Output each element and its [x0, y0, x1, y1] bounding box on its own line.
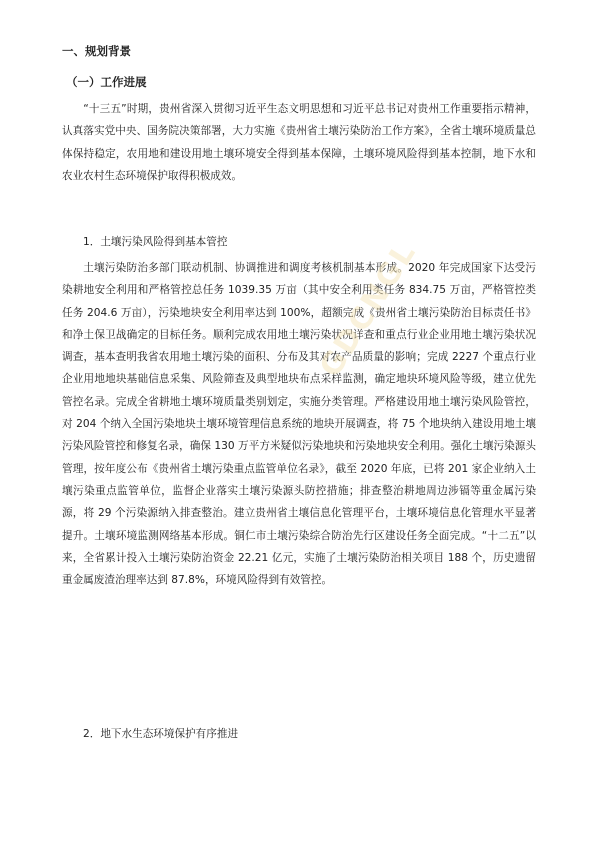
item-heading-soil-risk: 1．土壤污染风险得到基本管控 — [83, 236, 228, 248]
soil-risk-paragraph: 土壤污染防治多部门联动机制、协调推进和调度考核机制基本形成。2020 年完成国家下达受污染耕地安全利用和严格管控总任务 1039.35 万亩（其中安全利用类任务 834.75 万亩，严格管控类任务 204.6 万亩），污染地块安全利用率达到 100%，超额完成《贵州省土壤污染防治目标责任书》和净土保卫战确定的目标任务。顺利完成农用地土壤污染状况详查和重点行业企业用地土壤污染状况调查，基本查明我省农用地土壤污染的面积、分布及其对农产品质量的影响；完成 2227 个重点行业企业用地地块基础信息采集、风险筛查及典型地块布点采样监测，确定地块环境风险等级，建立优先管控名录。完成全省耕地土壤环境质量类别划定，实施分类管理。严格建设用地土壤污染风险管控，对 204 个纳入全国污染地块土壤环境管理信息系统的地块开展调查，将 75 个地块纳入建设用地土壤污染风险管控和修复名录，确保 130 万平方米疑似污染地块和污染地块安全利用。强化土壤污染源头管理，按年度公布《贵州省土壤污染重点监管单位名录》，截至 2020 年底，已将 201 家企业纳入土壤污染重点监管单位，监督企业落实土壤污染源头防控措施；排查整治耕地周边涉镉等重金属污染源，将 29 个污染源纳入排查整治。建立贵州省土壤信息化管理平台，土壤环境信息化管理水平显著提升。土壤环境监测网络基本形成。铜仁市土壤污染综合防治先行区建设任务全面完成。“十二五”以来，全省累计投入土壤污染防治资金 22.21 亿元，实施了土壤污染防治相关项目 188 个，历史遗留重金属废渣治理率达到 87.8%，环境风险得到有效管控。 — [62, 262, 536, 587]
intro-paragraph: “十三五”时期，贵州省深入贯彻习近平生态文明思想和习近平总书记对贵州工作重要指示精神，认真落实党中央、国务院决策部署，大力实施《贵州省土壤污染防治工作方案》，全省土壤环境质量总体保持稳定，农用地和建设用地土壤环境安全得到基本保障，土壤环境风险得到基本控制，地下水和农业农村生态环境保护取得积极成效。 — [62, 103, 536, 182]
watermark: GDCNGL — [312, 235, 424, 384]
subsection-heading: （一）工作进展 — [66, 75, 147, 89]
item-heading-groundwater: 2．地下水生态环境保护有序推进 — [83, 728, 239, 740]
section-heading: 一、规划背景 — [62, 44, 131, 58]
